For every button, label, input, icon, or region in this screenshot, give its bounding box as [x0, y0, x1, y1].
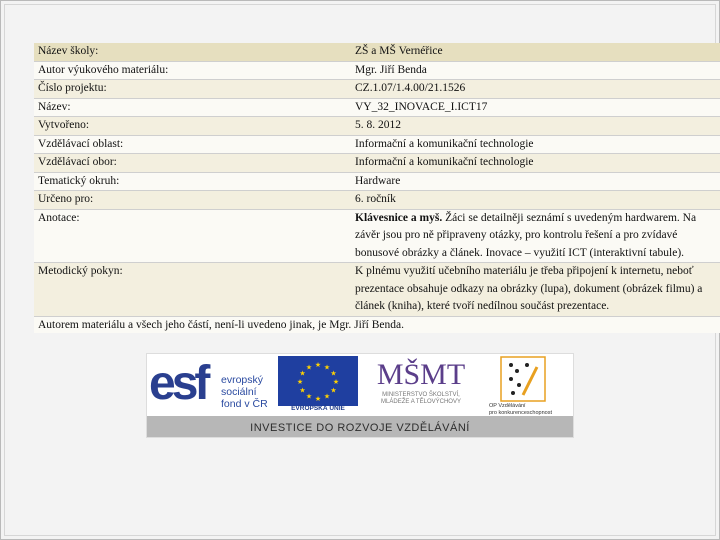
svg-text:★: ★	[299, 369, 306, 378]
annotation-text: Žáci se detailněji seznámí s uvedeným hardwarem. Na závěr jsou pro ně připraveny otázky, pro kontrolu řešení a pro zvídavé bonusové obrázky a článek. Inovace – využití ICT (interaktivní tabule).	[355, 211, 697, 259]
eu-label: EVROPSKÁ UNIE	[291, 405, 345, 412]
svg-text:★: ★	[332, 378, 340, 386]
method-row	[34, 263, 720, 317]
row-value: CZ.1.07/1.4.00/21.1526	[351, 80, 720, 99]
op-logo-icon	[493, 355, 553, 405]
row-key: Autor výukového materiálu:	[34, 61, 351, 80]
svg-text:★: ★	[296, 378, 304, 386]
annotation-key: Anotace:	[34, 209, 351, 263]
msmt-letters: MŠMT	[376, 358, 466, 391]
row-value: 6. ročník	[351, 191, 720, 210]
esf-line: fond v ČR	[221, 398, 268, 410]
table-row	[34, 154, 720, 173]
svg-text:★: ★	[330, 386, 337, 395]
esf-caption	[221, 374, 268, 410]
eu-flag-icon	[278, 356, 358, 406]
footer-row	[34, 316, 720, 333]
row-value: Mgr. Jiří Benda	[351, 61, 720, 80]
row-value: Informační a komunikační technologie	[351, 135, 720, 154]
row-key: Tematický okruh:	[34, 172, 351, 191]
svg-text:★: ★	[323, 363, 331, 372]
msmt-caption	[359, 392, 483, 406]
row-value: Informační a komunikační technologie	[351, 154, 720, 173]
logo-strip	[146, 353, 574, 438]
annotation-title: Klávesnice a myš.	[355, 211, 443, 224]
svg-text:★: ★	[314, 395, 322, 403]
table-row	[34, 43, 720, 61]
row-key: Vzdělávací obor:	[34, 154, 351, 173]
table-row	[34, 135, 720, 154]
band-text: INVESTICE DO ROZVOJE VZDĚLÁVÁNÍ	[250, 422, 470, 434]
row-key: Vzdělávací oblast:	[34, 135, 351, 154]
row-key: Název:	[34, 98, 351, 117]
op-line: pro konkurenceschopnost	[489, 409, 552, 416]
msmt-line: MLÁDEŽE A TĚLOVÝCHOVY	[381, 399, 461, 405]
table-row	[34, 61, 720, 80]
row-value: 5. 8. 2012	[351, 117, 720, 136]
method-value: K plnému využití učebního materiálu je třeba připojení k internetu, neboť prezentace obsahuje odkazy na obrázky (lupa), dokument (obrázek filmu) a článek (kniha), které tvoří nedílnou součást prezentace.	[351, 263, 720, 317]
svg-text:★: ★	[305, 392, 313, 401]
row-key: Číslo projektu:	[34, 80, 351, 99]
table-row	[34, 172, 720, 191]
investment-band	[147, 416, 573, 437]
svg-text:★: ★	[330, 369, 337, 378]
op-line: OP Vzdělávání	[489, 403, 526, 409]
row-key: Určeno pro:	[34, 191, 351, 210]
row-value: VY_32_INOVACE_I.ICT17	[351, 98, 720, 117]
esf-logo: esf	[149, 357, 207, 410]
esf-line: evropský	[221, 374, 264, 386]
metadata-table	[34, 43, 720, 333]
msmt-line: MINISTERSTVO ŠKOLSTVÍ,	[382, 392, 460, 398]
svg-text:★: ★	[314, 361, 322, 369]
row-value: Hardware	[351, 172, 720, 191]
table-row	[34, 98, 720, 117]
table-row	[34, 191, 720, 210]
row-key: Vytvořeno:	[34, 117, 351, 136]
footer-text: Autorem materiálu a všech jeho částí, není-li uvedeno jinak, je Mgr. Jiří Benda.	[34, 316, 720, 333]
esf-line: sociální	[221, 386, 257, 398]
table-row	[34, 80, 720, 99]
row-key: Název školy:	[34, 43, 351, 61]
annotation-value	[351, 209, 720, 263]
op-caption	[489, 403, 573, 416]
row-value: ZŠ a MŠ Vernéřice	[351, 43, 720, 61]
msmt-logo-icon	[361, 354, 481, 416]
svg-text:★: ★	[305, 363, 313, 372]
table-row	[34, 117, 720, 136]
annotation-row	[34, 209, 720, 263]
method-key: Metodický pokyn:	[34, 263, 351, 317]
svg-text:★: ★	[323, 392, 331, 401]
svg-text:★: ★	[299, 386, 306, 395]
